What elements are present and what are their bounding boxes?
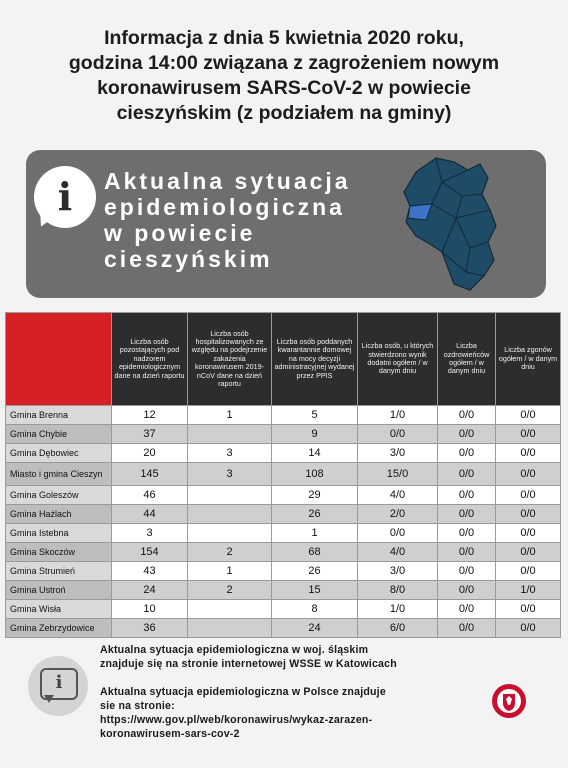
footer-link[interactable]: koronawirusem-sars-cov-2 — [100, 728, 240, 740]
cell: 108 — [272, 463, 358, 486]
table-row — [6, 543, 561, 562]
cell: 0/0 — [496, 486, 561, 505]
cell: 20 — [112, 444, 188, 463]
cell — [188, 425, 272, 444]
row-name: Gmina Zebrzydowice — [6, 619, 112, 638]
cell: 145 — [112, 463, 188, 486]
cell: 24 — [272, 619, 358, 638]
banner-line: epidemiologiczna — [104, 194, 345, 220]
cell: 2/0 — [358, 505, 438, 524]
table-row — [6, 505, 561, 524]
cell: 0/0 — [438, 406, 496, 425]
statistics-table — [5, 312, 561, 638]
cell: 37 — [112, 425, 188, 444]
cell: 0/0 — [438, 581, 496, 600]
cell — [188, 600, 272, 619]
cell: 15/0 — [358, 463, 438, 486]
cell: 68 — [272, 543, 358, 562]
banner-line: Aktualna sytuacja — [104, 168, 351, 194]
column-header: Liczba osób, u których stwierdzono wynik dodatni ogółem / w danym dniu — [358, 313, 438, 406]
column-header: Liczba osób hospitalizowanych ze względu na podejrzenie zakażenia koronawirusem 2019-nCoV dane na dzień raportu — [188, 313, 272, 406]
banner-line: w powiecie — [104, 220, 256, 246]
column-header: Liczba zgonów ogółem / w danym dniu — [496, 313, 561, 406]
cell: 6/0 — [358, 619, 438, 638]
cell: 46 — [112, 486, 188, 505]
table-row — [6, 486, 561, 505]
cell: 154 — [112, 543, 188, 562]
cell: 15 — [272, 581, 358, 600]
cell: 1 — [188, 562, 272, 581]
cell: 4/0 — [358, 486, 438, 505]
cell: 43 — [112, 562, 188, 581]
footer-note-voivodeship — [100, 643, 397, 671]
cell: 0/0 — [496, 444, 561, 463]
title-line: godzina 14:00 związana z zagrożeniem nowym — [68, 52, 500, 74]
cell — [188, 486, 272, 505]
cell: 24 — [112, 581, 188, 600]
cell: 1 — [272, 524, 358, 543]
table-row — [6, 463, 561, 486]
row-name: Miasto i gmina Cieszyn — [6, 463, 112, 486]
cell: 0/0 — [496, 600, 561, 619]
row-name: Gmina Brenna — [6, 406, 112, 425]
cell: 26 — [272, 562, 358, 581]
row-name: Gmina Goleszów — [6, 486, 112, 505]
table-row — [6, 406, 561, 425]
cell: 0/0 — [496, 505, 561, 524]
cell: 3 — [188, 444, 272, 463]
row-name: Gmina Strumień — [6, 562, 112, 581]
cell: 26 — [272, 505, 358, 524]
cell: 9 — [272, 425, 358, 444]
title-line: koronawirusem SARS-CoV-2 w powiecie — [97, 77, 471, 99]
table-row — [6, 425, 561, 444]
row-name: Gmina Hażlach — [6, 505, 112, 524]
table-row — [6, 524, 561, 543]
title-line: cieszyńskim (z podziałem na gminy) — [116, 102, 452, 124]
cell: 4/0 — [358, 543, 438, 562]
cell: 1/0 — [496, 581, 561, 600]
cell — [188, 505, 272, 524]
page-title — [0, 26, 568, 126]
cell: 0/0 — [438, 444, 496, 463]
cell: 10 — [112, 600, 188, 619]
cell: 1/0 — [358, 600, 438, 619]
row-name: Gmina Ustroń — [6, 581, 112, 600]
cell: 0/0 — [438, 425, 496, 444]
cell: 2 — [188, 581, 272, 600]
title-line: Informacja z dnia 5 kwietnia 2020 roku, — [104, 27, 464, 49]
cell: 0/0 — [358, 425, 438, 444]
column-header: Liczba osób poddanych kwarantannie domowej na mocy decyzji administracyjnej wydanej przez PPIS — [272, 313, 358, 406]
cell: 0/0 — [438, 619, 496, 638]
cell: 0/0 — [496, 406, 561, 425]
row-name: Gmina Chybie — [6, 425, 112, 444]
table-row — [6, 600, 561, 619]
cell: 44 — [112, 505, 188, 524]
footer-line: Aktualna sytuacja epidemiologiczna w Polsce znajduje — [100, 686, 386, 698]
cell: 36 — [112, 619, 188, 638]
footer-line: sie na stronie: — [100, 700, 175, 712]
sanepid-emblem-icon — [491, 683, 527, 719]
cell: 0/0 — [496, 524, 561, 543]
cell: 29 — [272, 486, 358, 505]
cell: 0/0 — [496, 562, 561, 581]
cell: 5 — [272, 406, 358, 425]
cell: 0/0 — [438, 600, 496, 619]
column-header: Liczba osób pozostających pod nadzorem epidemiologicznym dane na dzień raportu — [112, 313, 188, 406]
cell: 0/0 — [438, 463, 496, 486]
footer-line: Aktualna sytuacja epidemiologiczna w woj. śląskim — [100, 644, 369, 656]
footer-link[interactable]: https://www.gov.pl/web/koronawirus/wykaz-zarazen- — [100, 714, 373, 726]
cell: 14 — [272, 444, 358, 463]
cell: 0/0 — [358, 524, 438, 543]
row-name: Gmina Dębowiec — [6, 444, 112, 463]
cell: 12 — [112, 406, 188, 425]
cell: 3/0 — [358, 562, 438, 581]
cell: 0/0 — [496, 619, 561, 638]
cell: 3 — [188, 463, 272, 486]
table-corner — [6, 313, 112, 406]
cell: 0/0 — [438, 505, 496, 524]
banner-heading — [104, 168, 351, 272]
cell: 0/0 — [438, 543, 496, 562]
cell: 0/0 — [496, 463, 561, 486]
cell: 0/0 — [496, 425, 561, 444]
row-name: Gmina Istebna — [6, 524, 112, 543]
cell — [188, 524, 272, 543]
info-icon-glyph: i — [57, 174, 73, 219]
table-row — [6, 619, 561, 638]
table-header-row — [6, 313, 561, 406]
row-name: Gmina Skoczów — [6, 543, 112, 562]
cell — [188, 619, 272, 638]
cell: 0/0 — [496, 543, 561, 562]
table-row — [6, 581, 561, 600]
county-map-icon — [396, 152, 502, 298]
cell: 8 — [272, 600, 358, 619]
footer-note-poland — [100, 685, 386, 741]
cell: 0/0 — [438, 562, 496, 581]
column-header: Liczba ozdrowieńców ogółem / w danym dniu — [438, 313, 496, 406]
cell: 8/0 — [358, 581, 438, 600]
footer-line: znajduje się na stronie internetowej WSSE w Katowicach — [100, 658, 397, 670]
cell: 3/0 — [358, 444, 438, 463]
row-name: Gmina Wisła — [6, 600, 112, 619]
cell: 2 — [188, 543, 272, 562]
banner-line: cieszyńskim — [104, 246, 273, 272]
info-bubble-glyph: i — [55, 672, 63, 693]
cell: 3 — [112, 524, 188, 543]
cell: 0/0 — [438, 486, 496, 505]
table-row — [6, 444, 561, 463]
cell: 1/0 — [358, 406, 438, 425]
cell: 1 — [188, 406, 272, 425]
cell: 0/0 — [438, 524, 496, 543]
table-row — [6, 562, 561, 581]
